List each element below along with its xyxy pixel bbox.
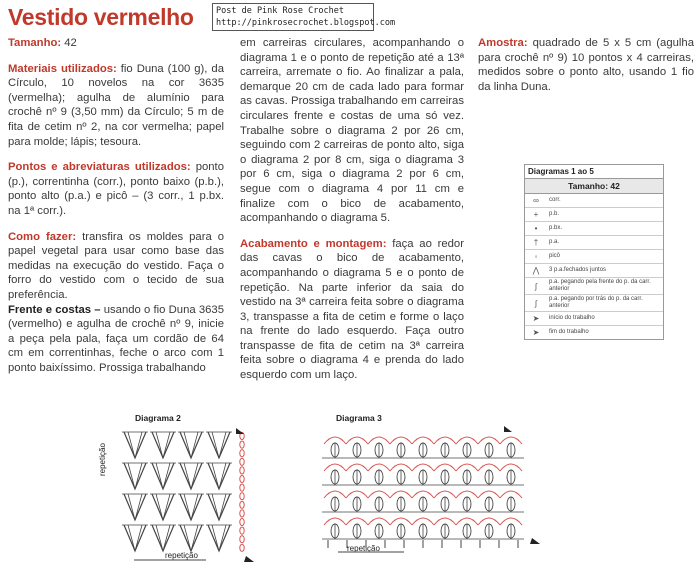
legend-label: 3 p.a.fechados juntos (549, 267, 607, 273)
legend-symbol-icon: ⋀ (532, 266, 540, 275)
legend-symbol-icon: ➤ (532, 314, 540, 323)
legend-label: p.bx. (549, 225, 563, 231)
chain-stitch (240, 475, 244, 482)
legend-row (525, 295, 663, 312)
legend-row (525, 222, 663, 236)
symbol-legend (524, 164, 664, 340)
stitches-text: ponto (p.), correntinha (corr.), ponto baixo (p.b.), ponto alto (p.a.) e picô – (3 corr., 1 p.bx. na 1ª corr.). (8, 161, 224, 217)
legend-header: Diagramas 1 ao 5 (525, 165, 663, 179)
chain-stitch (240, 484, 244, 491)
credit-line-1: Post de Pink Rose Crochet (216, 6, 344, 16)
legend-label: p.a. pegando por trás do p. da carr. anterior (549, 296, 643, 309)
stitch-group (124, 494, 146, 520)
sample-label: Amostra: (478, 37, 528, 49)
credit-box (212, 3, 396, 31)
legend-size: Tamanho: 42 (525, 179, 663, 194)
stitches-paragraph (8, 160, 224, 218)
size-paragraph (8, 36, 224, 51)
legend-label: picô (549, 253, 561, 259)
start-arrow-icon (236, 428, 244, 434)
chain-stitch (240, 510, 244, 517)
chain-stitch (240, 450, 244, 457)
stitch-group (180, 525, 202, 551)
how-to-paragraph (8, 230, 224, 303)
legend-row (525, 250, 663, 264)
end-arrow-icon (530, 538, 540, 544)
chain-stitch (240, 493, 244, 500)
front-back-label: Frente e costas – (8, 303, 101, 316)
legend-label: p.a. pegando pela frente do p. da carr. anterior (549, 279, 651, 292)
stitch-group (208, 494, 230, 520)
stitch-group (208, 525, 230, 551)
legend-label: início do trabalho (549, 315, 595, 321)
diagram-2-side-repeat-label: repetição (98, 443, 107, 476)
instructions-continued: em carreiras circulares, acompanhando o diagrama 1 e o ponto de repetição até a 13ª carreira, arremate o fio. Ao finalizar a pala, demarque 20 cm de cada lado para formar as cavas. Prossiga trabalhando em carreiras circulares frente e costas de uma só vez. Trabalhe sobre o diagrama 2 por 26 cm, seguindo com 2 carreiras de ponto alto, siga o diagrama 2 por 8 cm, siga o diagrama 3 por 6 cm, siga o diagrama 2 por 6 cm, segue com o diagrama 4 por 11 cm e finalize com o bico de acabamento, acompanhando o diagrama 5. (240, 37, 464, 225)
stitch-group (208, 463, 230, 489)
legend-row (525, 326, 663, 339)
legend-row (525, 208, 663, 222)
stitch-group (124, 525, 146, 551)
diagram-2-label: Diagrama 2 (135, 413, 181, 423)
column-2 (240, 36, 464, 394)
how-to-text: transfira os moldes para o papel vegetal para usar como base das medidas na execução do vestido. Faça o forro do vestido com o tecido de sua preferência. (8, 230, 224, 301)
legend-row (525, 278, 663, 295)
chain-stitch (240, 544, 244, 551)
stitch-group (152, 525, 174, 551)
legend-label: corr. (549, 197, 561, 203)
diagram-3-chart (318, 420, 550, 560)
sample-text: quadrado de 5 x 5 cm (agulha para crochê nº 9) 10 pontos x 4 carreiras, medidos sobre o ponto alto, usando 1 fio da linha Duna. (478, 37, 694, 93)
column-1 (8, 36, 224, 386)
size-value: 42 (61, 37, 77, 49)
how-to-label: Como fazer: (8, 230, 77, 243)
front-back-text: usando o fio Duna 3635 (vermelho) e agulha de crochê nº 9, inicie a peça pela pala, faça um cordão de 64 cm em correntinhas, feche o arco com 1 ponto baixíssimo. Prossiga trabalhando (8, 303, 224, 374)
diagram-3-label: Diagrama 3 (336, 413, 382, 423)
stitch-group (152, 494, 174, 520)
legend-row (525, 194, 663, 208)
legend-symbol-icon: ◦ (534, 252, 538, 261)
legend-row (525, 264, 663, 278)
materials-label: Materiais utilizados: (8, 62, 117, 75)
stitch-group (208, 432, 230, 458)
materials-paragraph (8, 62, 224, 150)
stitch-group (180, 432, 202, 458)
chain-stitch (240, 527, 244, 534)
sample-paragraph (478, 36, 694, 94)
finishing-label: Acabamento e montagem: (240, 237, 387, 250)
chain-stitch (240, 467, 244, 474)
end-arrow-icon (244, 556, 254, 562)
stitches-label: Pontos e abreviaturas utilizados: (8, 161, 191, 174)
legend-label: p.b. (549, 211, 560, 217)
stitch-group (124, 463, 146, 489)
start-arrow-icon (504, 426, 512, 432)
credit-url[interactable]: http://pinkrosecrochet.blogspot.com (216, 18, 396, 28)
stitch-group (180, 494, 202, 520)
legend-symbol-icon: ∞ (533, 196, 539, 205)
materials-text: fio Duna (100 g), da Círculo, 10 novelos na cor 3635 (vermelha); agulha de alumínio para crochê nº 9 (3,50 mm) da Círculo; 5 m de fita de cetim nº 2, na cor vermelha; papel para molde; lápis; tesoura. (8, 62, 224, 148)
chain-stitch (240, 458, 244, 465)
legend-row (525, 312, 663, 326)
page-title: Vestido vermelho (8, 4, 194, 30)
finishing-paragraph (240, 237, 464, 383)
legend-label: fim do trabalho (549, 329, 589, 335)
legend-symbol-icon: + (533, 210, 539, 219)
stitch-group (124, 432, 146, 458)
chain-stitch (240, 441, 244, 448)
legend-symbol-icon: • (534, 224, 538, 233)
chain-stitch (240, 536, 244, 543)
legend-symbol-icon: ∫ (534, 298, 538, 308)
diagram-2-chart (118, 420, 263, 570)
size-label: Tamanho: (8, 37, 62, 49)
stitch-group (152, 432, 174, 458)
diagram-3-repeat-label: repetição (347, 544, 380, 553)
stitch-group (152, 463, 174, 489)
chain-stitch (240, 501, 244, 508)
stitch-group (180, 463, 202, 489)
legend-symbol-icon: ∫ (534, 281, 538, 291)
finishing-text: faça ao redor das cavas o bico de acabamento, acompanhando o diagrama 5 e o ponto de repetição. Na parte inferior da saia do vestido na 3ª carreira feita sobre o diagrama 3, transpasse a fita de cetim e forme o laço na frente do lado esquerdo. Faça outro transpasse de fita de cetim na 3ª carreira feita sobre o diagrama 4 e prenda do lado esquerdo com um laço. (240, 237, 464, 382)
diagram-2-repeat-label: repetição (165, 551, 198, 560)
legend-row (525, 236, 663, 250)
legend-label: p.a. (549, 239, 560, 245)
legend-symbol-icon: † (533, 238, 539, 247)
chain-stitch (240, 518, 244, 525)
front-back-paragraph (8, 303, 224, 376)
legend-symbol-icon: ➤ (532, 328, 540, 337)
column-3 (478, 36, 694, 105)
